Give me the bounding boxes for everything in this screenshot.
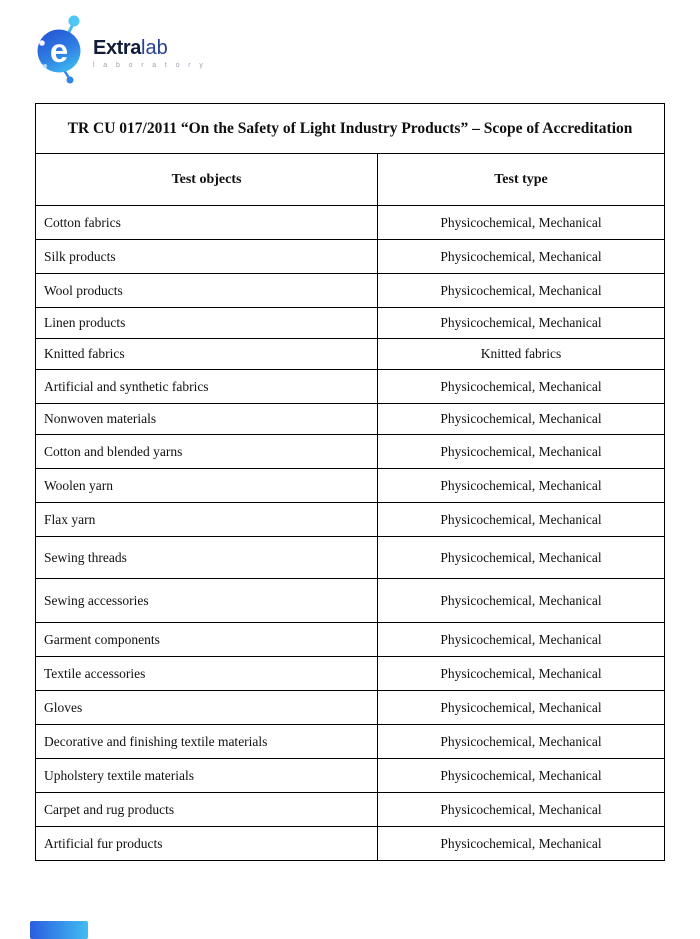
test-object-cell: Gloves [36, 691, 378, 725]
table-row [36, 435, 665, 469]
test-type-cell: Physicochemical, Mechanical [378, 503, 665, 537]
test-type-cell: Physicochemical, Mechanical [378, 274, 665, 308]
table-row [36, 579, 665, 623]
test-type-cell: Knitted fabrics [378, 339, 665, 370]
test-type-cell: Physicochemical, Mechanical [378, 725, 665, 759]
table-header-row [36, 154, 665, 206]
table-row [36, 339, 665, 370]
table-title: TR CU 017/2011 “On the Safety of Light Industry Products” – Scope of Accreditation [36, 104, 665, 154]
logo-brand-lab: lab [141, 36, 168, 59]
test-object-cell: Carpet and rug products [36, 793, 378, 827]
test-type-cell: Physicochemical, Mechanical [378, 579, 665, 623]
footer-accent-bar [30, 921, 88, 939]
test-type-cell: Physicochemical, Mechanical [378, 240, 665, 274]
test-type-cell: Physicochemical, Mechanical [378, 308, 665, 339]
test-object-cell: Cotton and blended yarns [36, 435, 378, 469]
test-type-cell: Physicochemical, Mechanical [378, 657, 665, 691]
test-object-cell: Decorative and finishing textile materials [36, 725, 378, 759]
table-row [36, 657, 665, 691]
table-row [36, 623, 665, 657]
table-row [36, 827, 665, 861]
column-header-test-objects: Test objects [36, 154, 378, 206]
table-row [36, 793, 665, 827]
table-title-row [36, 104, 665, 154]
table-row [36, 503, 665, 537]
test-object-cell: Sewing accessories [36, 579, 378, 623]
test-object-cell: Cotton fabrics [36, 206, 378, 240]
test-type-cell: Physicochemical, Mechanical [378, 691, 665, 725]
test-type-cell: Physicochemical, Mechanical [378, 469, 665, 503]
extralab-molecule-icon [30, 10, 88, 86]
table-body [36, 206, 665, 861]
logo-wordmark [93, 38, 206, 69]
test-object-cell: Knitted fabrics [36, 339, 378, 370]
test-object-cell: Upholstery textile materials [36, 759, 378, 793]
table-row [36, 370, 665, 404]
table-row [36, 537, 665, 579]
table-row [36, 759, 665, 793]
logo-brand-extra: Extra [93, 36, 142, 59]
test-type-cell: Physicochemical, Mechanical [378, 537, 665, 579]
test-object-cell: Artificial and synthetic fabrics [36, 370, 378, 404]
test-object-cell: Nonwoven materials [36, 404, 378, 435]
table-row [36, 206, 665, 240]
test-object-cell: Wool products [36, 274, 378, 308]
test-object-cell: Sewing threads [36, 537, 378, 579]
table-row [36, 240, 665, 274]
svg-text:e: e [49, 32, 69, 69]
column-header-test-type: Test type [378, 154, 665, 206]
table-row [36, 691, 665, 725]
test-object-cell: Flax yarn [36, 503, 378, 537]
test-type-cell: Physicochemical, Mechanical [378, 623, 665, 657]
test-type-cell: Physicochemical, Mechanical [378, 793, 665, 827]
test-type-cell: Physicochemical, Mechanical [378, 206, 665, 240]
table-row [36, 725, 665, 759]
test-type-cell: Physicochemical, Mechanical [378, 827, 665, 861]
test-object-cell: Woolen yarn [36, 469, 378, 503]
table-row [36, 469, 665, 503]
test-type-cell: Physicochemical, Mechanical [378, 404, 665, 435]
test-object-cell: Silk products [36, 240, 378, 274]
logo-tagline: l a b o r a t o r y [93, 61, 207, 69]
table-row [36, 308, 665, 339]
test-object-cell: Artificial fur products [36, 827, 378, 861]
test-type-cell: Physicochemical, Mechanical [378, 759, 665, 793]
test-type-cell: Physicochemical, Mechanical [378, 435, 665, 469]
accreditation-scope-table [35, 103, 665, 861]
test-type-cell: Physicochemical, Mechanical [378, 370, 665, 404]
table-row [36, 404, 665, 435]
test-object-cell: Linen products [36, 308, 378, 339]
test-object-cell: Textile accessories [36, 657, 378, 691]
table-row [36, 274, 665, 308]
test-object-cell: Garment components [36, 623, 378, 657]
extralab-logo [30, 10, 206, 86]
